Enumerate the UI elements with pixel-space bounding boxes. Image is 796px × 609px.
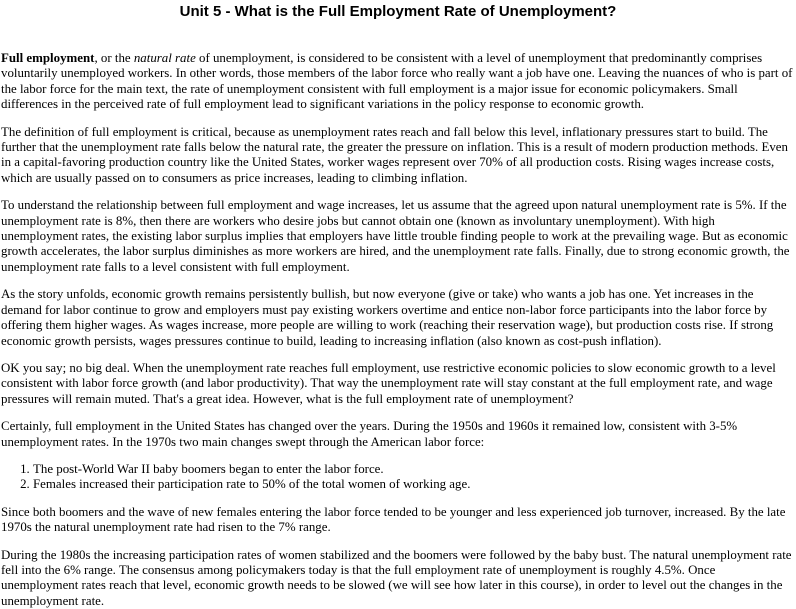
paragraph-4: As the story unfolds, economic growth remains persistently bullish, but now everyone (give or take) who wants a job has one. Yet increases in the demand for labor continue to grow and employers must pay existing workers overtime and entice non-labor force participants into the labor force by offering them higher wages. As wages increase, more people are willing to work (reaching their reservation wage), but production costs rise. If strong economic growth persists, wages pressures continue to build, leading to increasing inflation (also known as cost-push inflation). [1,287,774,348]
paragraph-6: Certainly, full employment in the United States has changed over the years. During the 1950s and 1960s it remained low, consistent with 3-5% unemployment rates. In the 1970s two main changes swept through the American labor force: [1,419,738,449]
paragraph-1-text-a: , or the [94,51,134,65]
list-item: 1. The post-World War II baby boomers began to enter the labor force. [33,462,795,477]
paragraph-5: OK you say; no big deal. When the unemployment rate reaches full employment, use restrictive economic policies to slow economic growth to a level consistent with labor force growth (and labor productivity). That way the unemployment rate will stay constant at the full employment rate, and wage pressures will remain muted. That's a great idea. However, what is the full employment rate of unemployment? [1,360,776,406]
paragraph-1 [1,51,795,113]
paragraph-3: To understand the relationship between full employment and wage increases, let us assume that the agreed upon natural unemployment rate is 5%. If the unemployment rate is 8%, then there are workers who desire jobs but cannot obtain one (known as involuntary unemployment). With high unemployment rates, the existing labor surplus implies that employers have little trouble finding people to work at the prevailing wage. But as economic growth accelerates, the labor surplus diminishes as more workers are hired, and the unemployment rate falls. Finally, due to strong economic growth, the unemployment rate falls to a level consistent with full employment. [1,198,790,274]
natural-rate-term: natural rate [133,51,196,65]
paragraph-7: Since both boomers and the wave of new females entering the labor force tended to be younger and less experienced job turnover, increased. By the late 1970s the natural unemployment rate had risen to the 7% range. [1,504,786,535]
page-title: Unit 5 - What is the Full Employment Rate of Unemployment? [179,3,617,20]
paragraph-8: During the 1980s the increasing participation rates of women stabilized and the boomers were followed by the baby bust. The natural unemployment rate fell into the 6% range. The consensus among policymakers today is that the full employment rate of unemployment is roughly 4.5%. Once unemployment rates reach that level, economic growth needs to be slowed (we will see how later in this course), in order to level out the changes in the unemployment rate. [1,547,792,608]
paragraph-1-text-b: of unemployment, is considered to be consistent with a level of unemployment that predominantly comprises voluntarily unemployed workers. In other words, those members of the labor force who really want a job have one. Leaving the nuances of who is part of the labor force for the main text, the rate of unemployment consistent with full employment is a major issue for economic policymakers. Small differences in the perceived rate of full employment lead to significant variations in the policy response to economic growth. [1,51,793,112]
list-item: 2. Females increased their participation rate to 50% of the total women of working age. [33,477,795,492]
article-body [1,51,795,609]
labor-force-changes-list [1,462,795,493]
paragraph-2: The definition of full employment is critical, because as unemployment rates reach and fall below this level, inflationary pressures start to build. The further that the unemployment rate falls below the natural rate, the greater the pressure on inflation. This is a result of modern production methods. Even in a capital-favoring production country like the United States, worker wages represent over 70% of all production costs. Rising wages increase costs, which are usually passed on to consumers as price increases, leading to climbing inflation. [1,124,788,185]
full-employment-term: Full employment [1,51,95,65]
